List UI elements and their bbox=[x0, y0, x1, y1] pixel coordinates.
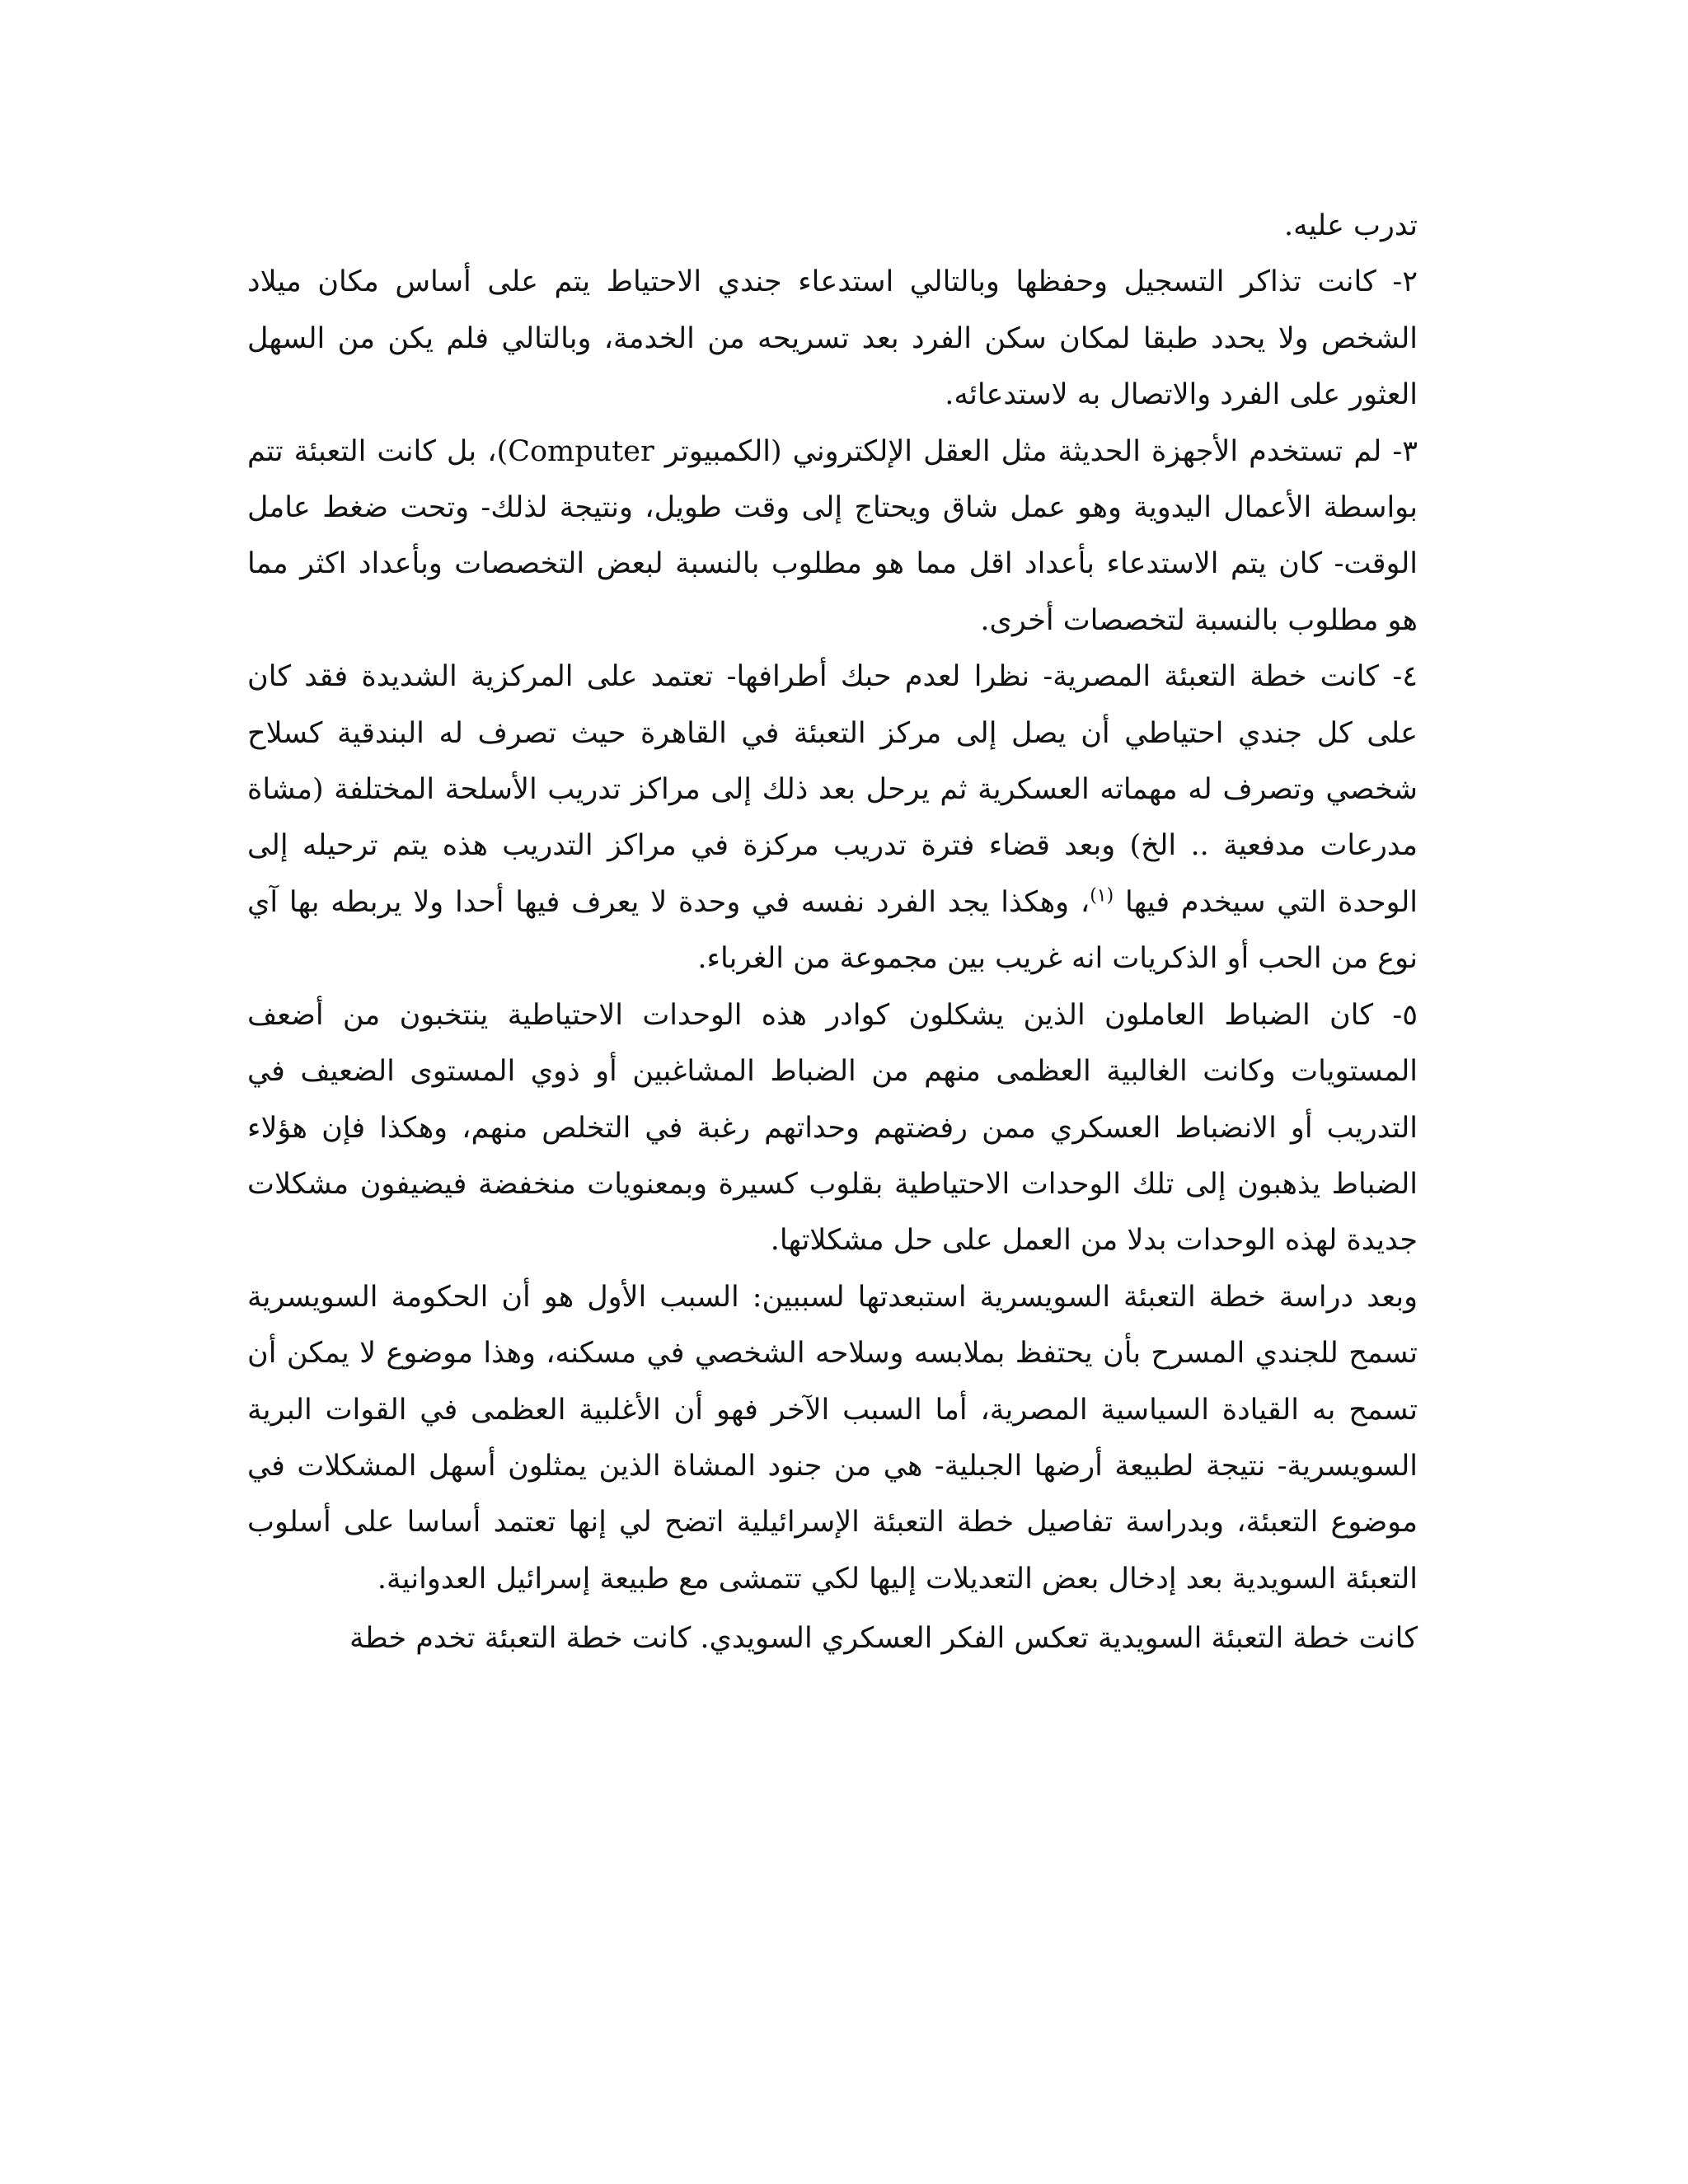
paragraph-swedish-plan: كانت خطة التعبئة السويدية تعكس الفكر العسكري السويدي. كانت خطة التعبئة تخدم خطة bbox=[349, 1622, 1418, 1656]
footnote-marker: (١) bbox=[1090, 885, 1114, 907]
paragraph-item-5: ٥- كان الضباط العاملون الذين يشكلون كوادر هذه الوحدات الاحتياطية ينتخبون من أضعف المستويات وكانت الغالبية العظمى منهم من الضباط المشاغبين أو ذوي المستوى الضعيف في التدريب أو الانضباط العسكري ممن رفضتهم وحداتهم رغبة في التخلص منهم، وهكذا فإن هؤلاء الضباط يذهبون إلى تلك الوحدات الاحتياطية بقلوب كسيرة وبمعنويات منخفضة فيضيفون مشكلات جديدة لهذه الوحدات بدلا من العمل على حل مشكلاتها. bbox=[247, 998, 1418, 1258]
paragraph-item-3: ٣- لم تستخدم الأجهزة الحديثة مثل العقل الإلكتروني (الكمبيوتر Computer)، بل كانت التعبئة تتم بواسطة الأعمال اليدوية وهو عمل شاق ويحتاج إلى وقت طويل، ونتيجة لذلك- وتحت ضغط عامل الوقت- كان يتم الاستدعاء بأعداد اقل مما هو مطلوب بالنسبة لبعض التخصصات وبأعداد اكثر مما هو مطلوب بالنسبة لتخصصات أخرى. bbox=[247, 434, 1418, 637]
paragraph-item-4-part-b: ، وهكذا يجد الفرد نفسه في وحدة لا يعرف فيها أحدا ولا يربطه بها آي نوع من الحب أو الذكريات انه غريب بين مجموعة من الغرباء. bbox=[247, 885, 1418, 976]
paragraph-fragment-top: تدرب عليه. bbox=[1283, 209, 1418, 242]
paragraph-swiss-study: وبعد دراسة خطة التعبئة السويسرية استبعدتها لسببين: السبب الأول هو أن الحكومة السويسرية تسمح للجندي المسرح بأن يحتفظ بملابسه وسلاحه الشخصي في مسكنه، وهذا موضوع لا يمكن أن تسمح به القيادة السياسية المصرية، أما السبب الآخر فهو أن الأغلبية العظمى في القوات البرية السويسرية- نتيجة لطبيعة أرضها الجبلية- هي من جنود المشاة الذين يمثلون أسهل المشكلات في موضوع التعبئة، وبدراسة تفاصيل خطة التعبئة الإسرائيلية اتضح لي إنها تعتمد أساسا على أسلوب التعبئة السويدية بعد إدخال بعض التعديلات إليها لكي تتمشى مع طبيعة إسرائيل العدوانية. bbox=[247, 1280, 1418, 1596]
paragraph-item-4-part-a: ٤- كانت خطة التعبئة المصرية- نظرا لعدم حبك أطرافها- تعتمد على المركزية الشديدة فقد كان على كل جندي احتياطي أن يصل إلى مركز التعبئة في القاهرة حيث تصرف له البندقية كسلاح شخصي وتصرف له مهماته العسكرية ثم يرحل بعد ذلك إلى مراكز تدريب الأسلحة المختلفة (مشاة مدرعات مدفعية .. الخ) وبعد قضاء فترة تدريب مركزة في مراكز التدريب هذه يتم ترحيله إلى الوحدة التي سيخدم فيها bbox=[247, 660, 1418, 919]
body-text bbox=[247, 198, 1418, 1667]
paragraph-item-4 bbox=[247, 649, 1418, 987]
paragraph-item-2: ٢- كانت تذاكر التسجيل وحفظها وبالتالي استدعاء جندي الاحتياط يتم على أساس مكان ميلاد الشخص ولا يحدد طبقا لمكان سكن الفرد بعد تسريحه من الخدمة، وبالتالي فلم يكن من السهل العثور على الفرد والاتصال به لاستدعائه. bbox=[247, 265, 1418, 412]
